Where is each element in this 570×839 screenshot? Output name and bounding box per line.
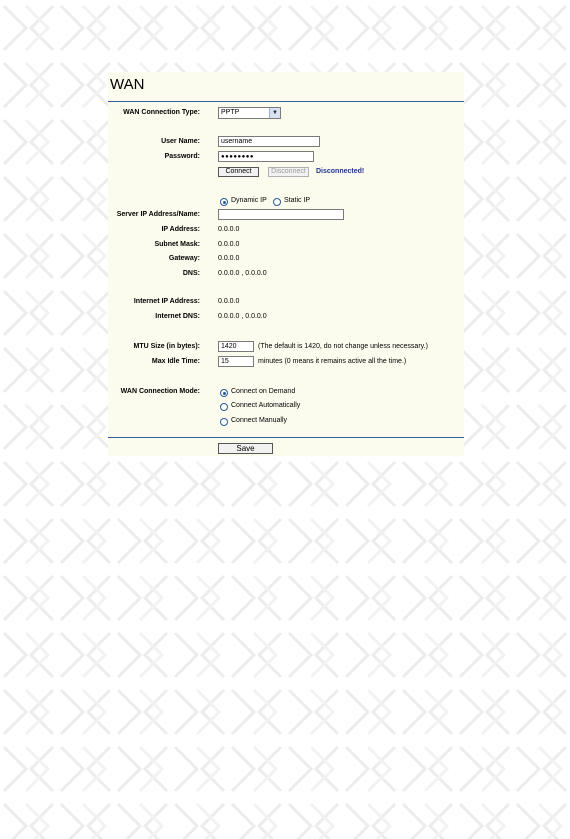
server-input[interactable]	[218, 209, 344, 220]
connect-automatically-label: Connect Automatically	[231, 402, 301, 409]
wan-type-label: WAN Connection Type:	[123, 109, 200, 116]
idle-time-input[interactable]: 15	[218, 356, 254, 367]
connect-automatically-radio[interactable]	[220, 403, 228, 411]
username-input[interactable]: username	[218, 136, 320, 147]
subnet-mask-label: Subnet Mask:	[154, 241, 200, 248]
connection-mode-label: WAN Connection Mode:	[120, 388, 200, 395]
save-button[interactable]: Save	[218, 443, 273, 454]
wan-type-value: PPTP	[221, 109, 240, 116]
internet-dns-label: Internet DNS:	[155, 313, 200, 320]
disconnect-button[interactable]: Disconnect	[268, 167, 309, 177]
ip-address-value: 0.0.0.0	[218, 226, 240, 233]
chevron-down-icon[interactable]: ▼	[269, 108, 280, 118]
connect-manually-radio[interactable]	[220, 418, 228, 426]
gateway-label: Gateway:	[168, 255, 200, 262]
connection-status: Disconnected!	[316, 168, 365, 175]
mtu-hint: (The default is 1420, do not change unless necessary.)	[258, 343, 428, 350]
server-label: Server IP Address/Name:	[116, 211, 200, 218]
idle-time-hint: minutes (0 means it remains active all the time.)	[258, 358, 407, 365]
internet-dns-value: 0.0.0.0 , 0.0.0.0	[218, 313, 267, 320]
bottom-divider	[108, 437, 464, 438]
static-ip-label: Static IP	[284, 197, 311, 204]
dynamic-ip-label: Dynamic IP	[231, 197, 267, 204]
gateway-value: 0.0.0.0	[218, 255, 240, 262]
dns-label: DNS:	[182, 270, 200, 277]
password-label: Password:	[164, 153, 200, 160]
connect-on-demand-radio[interactable]	[220, 389, 228, 397]
connect-button[interactable]: Connect	[218, 167, 259, 177]
static-ip-radio[interactable]	[273, 198, 281, 206]
connect-on-demand-label: Connect on Demand	[231, 388, 296, 395]
dynamic-ip-radio[interactable]	[220, 198, 228, 206]
connect-manually-label: Connect Manually	[231, 417, 288, 424]
mtu-label: MTU Size (in bytes):	[133, 343, 200, 350]
password-input[interactable]: ●●●●●●●●	[218, 151, 314, 162]
page-title: WAN	[110, 76, 145, 93]
mtu-input[interactable]: 1420	[218, 341, 254, 352]
idle-time-label: Max Idle Time:	[151, 358, 200, 365]
dns-value: 0.0.0.0 , 0.0.0.0	[218, 270, 267, 277]
subnet-mask-value: 0.0.0.0	[218, 241, 240, 248]
ip-address-label: IP Address:	[161, 226, 200, 233]
username-label: User Name:	[161, 138, 200, 145]
internet-ip-value: 0.0.0.0	[218, 298, 240, 305]
wan-type-select[interactable]	[218, 107, 281, 119]
top-divider	[108, 101, 464, 102]
wan-settings-panel	[108, 72, 464, 456]
internet-ip-label: Internet IP Address:	[133, 298, 200, 305]
